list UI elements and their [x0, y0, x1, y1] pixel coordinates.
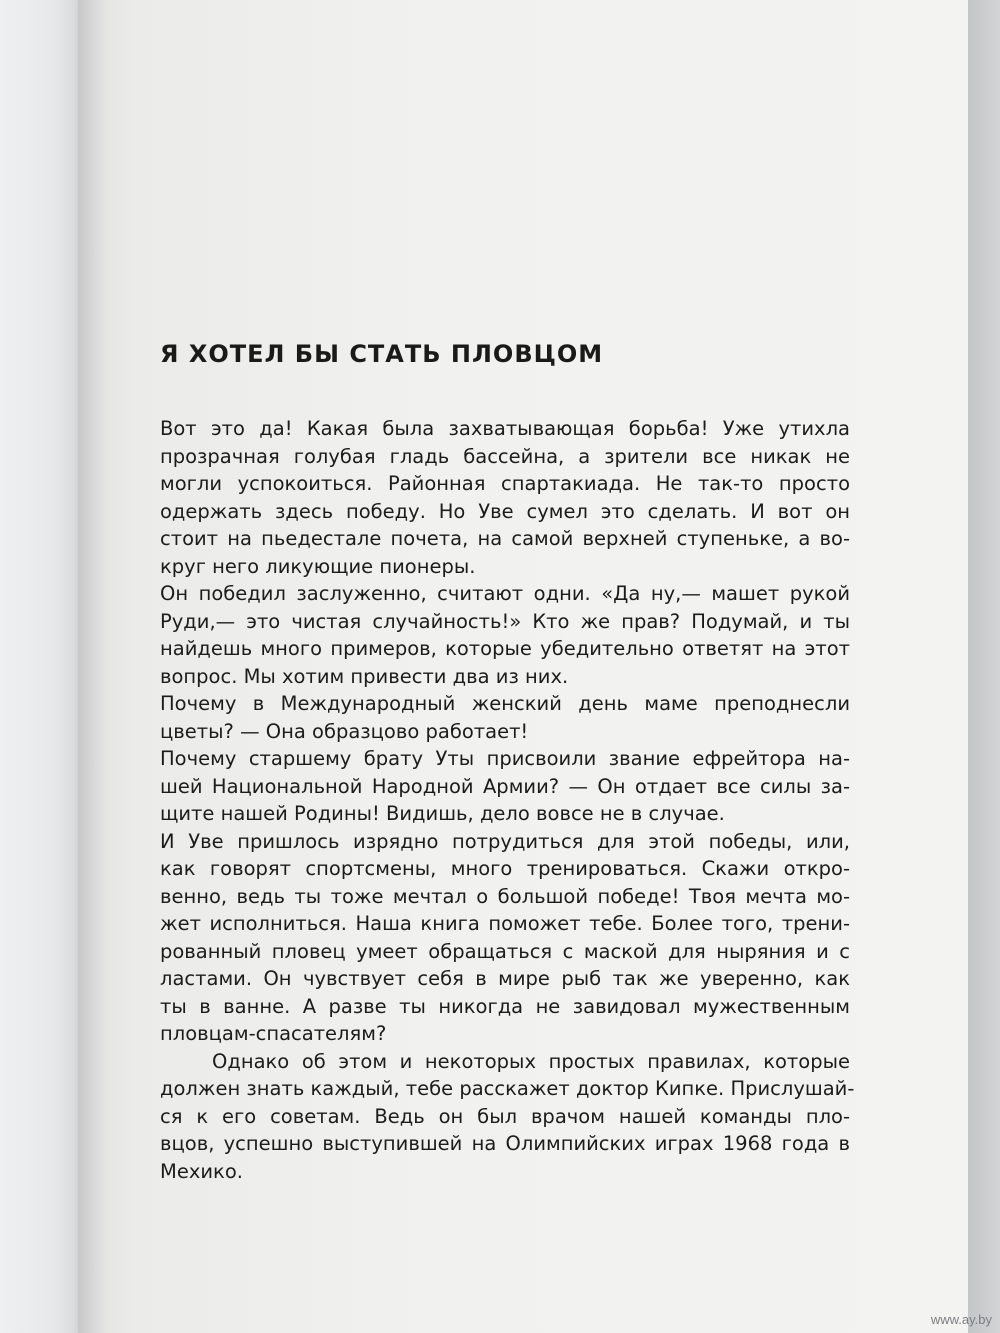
- page-gutter-shadow: [78, 0, 106, 1333]
- text-line: цветы? — Она образцово работает!: [160, 719, 529, 743]
- text-line: ся к его советам. Ведь он был врачом нашей команды пло-: [160, 1104, 850, 1128]
- text-line: круг него ликующие пионеры.: [160, 554, 476, 578]
- text-line: пловцам-спасателям?: [160, 1022, 387, 1045]
- text-line: Руди,— это чистая случайность!» Кто же прав? Подумай, и ты: [160, 609, 850, 633]
- chapter-title: Я ХОТЕЛ БЫ СТАТЬ ПЛОВЦОМ: [160, 340, 604, 368]
- text-line: найдешь много примеров, которые убедительно ответят на этот: [160, 637, 850, 660]
- text-line: Почему в Международный женский день маме преподнесли: [160, 692, 850, 715]
- text-line: И Уве пришлось изрядно потрудиться для этой победы, или,: [160, 829, 850, 853]
- text-line: должен знать каждый, тебе расскажет доктор Кипке. Прислушай-: [160, 1077, 855, 1100]
- left-page-edge: [0, 0, 78, 1333]
- text-line: рованный пловец умеет обращаться с маской для ныряния и с: [160, 939, 850, 963]
- text-line: Почему старшему брату Уты присвоили звание ефрейтора на-: [160, 747, 850, 770]
- text-line: Однако об этом и некоторых простых правилах, которые: [212, 1049, 850, 1073]
- text-line: Вот это да! Какая была захватывающая борьба! Уже утихла: [160, 417, 850, 440]
- text-line: одержать здесь победу. Но Уве сумел это сделать. И вот он: [160, 499, 850, 523]
- background-surface: [968, 0, 1000, 1333]
- text-line: Он победил заслуженно, считают одни. «Да ну,— машет рукой: [160, 582, 850, 605]
- text-line: стоит на пьедестале почета, на самой верхней ступеньке, а во-: [160, 527, 850, 550]
- text-line: венно, ведь ты тоже мечтал о большой победе! Твоя мечта мо-: [160, 884, 850, 908]
- text-line: прозрачная голубая гладь бассейна, а зрители все никак не: [160, 444, 850, 468]
- text-line: Мехико.: [160, 1159, 243, 1183]
- text-line: вопрос. Мы хотим привести два из них.: [160, 664, 569, 688]
- text-line: щите нашей Родины! Видишь, дело вовсе не в случае.: [160, 802, 725, 825]
- text-line: ластами. Он чувствует себя в мире рыб так же уверенно, как: [160, 967, 850, 990]
- text-line: как говорят спортсмены, много тренироваться. Скажи откро-: [160, 857, 850, 880]
- watermark: www.ay.by: [930, 1312, 992, 1327]
- text-line: шей Национальной Народной Армии? — Он отдает все силы за-: [160, 774, 850, 798]
- text-line: могли успокоиться. Районная спартакиада. Не так-то просто: [160, 472, 850, 495]
- text-line: жет исполниться. Наша книга поможет тебе. Более того, трени-: [160, 912, 850, 935]
- body-text: [160, 415, 855, 1185]
- text-line: ты в ванне. А разве ты никогда не завидовал мужественным: [160, 994, 850, 1018]
- text-line: вцов, успешно выступившей на Олимпийских играх 1968 года в: [160, 1132, 850, 1155]
